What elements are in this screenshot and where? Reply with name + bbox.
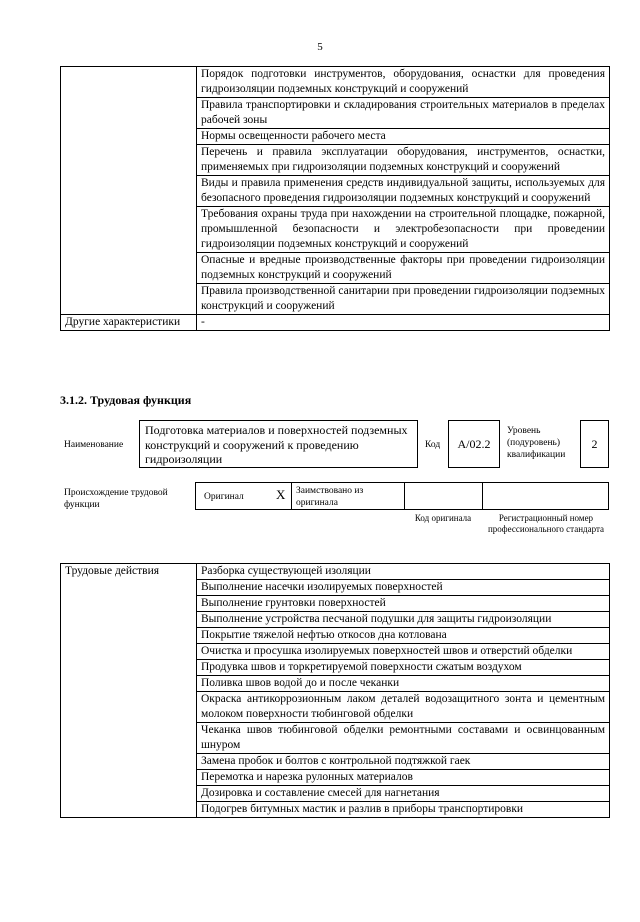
page-number: 5 bbox=[317, 41, 323, 53]
action-row: Чеканка швов тюбинговой обделки ремонтными составами и освинцованным шнуром bbox=[197, 723, 610, 754]
knowledge-row: Правила производственной санитарии при проведении гидроизоляции подземных конструкций и сооружений bbox=[197, 284, 610, 315]
actions-table bbox=[60, 563, 610, 818]
action-row: Подогрев битумных мастик и разлив в приборы транспортировки bbox=[197, 802, 610, 818]
action-row: Замена пробок и болтов с контрольной подтяжкой гаек bbox=[197, 754, 610, 770]
origin-frame bbox=[195, 482, 609, 510]
name-label: Наименование bbox=[64, 440, 124, 450]
other-characteristics-label: Другие характеристики bbox=[61, 315, 197, 331]
action-row: Очистка и просушка изолируемых поверхностей швов и отверстий обделки bbox=[197, 644, 610, 660]
divider bbox=[404, 483, 405, 509]
function-name-box: Подготовка материалов и поверхностей подземных конструкций и сооружений к проведению гидроизоляции bbox=[139, 420, 418, 468]
level-value-box: 2 bbox=[580, 420, 609, 468]
borrowed-label: Заимствовано из оригинала bbox=[296, 486, 364, 508]
knowledge-row: Опасные и вредные производственные факторы при проведении гидроизоляции подземных конструкций и сооружений bbox=[197, 253, 610, 284]
reg-number-caption: Регистрационный номер профессионального стандарта bbox=[487, 513, 605, 534]
code-label: Код bbox=[425, 440, 441, 450]
divider bbox=[291, 483, 292, 509]
code-original-caption: Код оригинала bbox=[414, 513, 472, 523]
original-label: Оригинал bbox=[204, 492, 244, 502]
action-row: Поливка швов водой до и после чеканки bbox=[197, 676, 610, 692]
other-characteristics-value: - bbox=[197, 315, 610, 331]
action-row: Разборка существующей изоляции bbox=[197, 564, 610, 580]
knowledge-row: Виды и правила применения средств индивидуальной защиты, используемых для безопасного проведения гидроизоляции подземных конструкций и сооружений bbox=[197, 176, 610, 207]
knowledge-row: Требования охраны труда при нахождении на строительной площадке, пожарной, промышленной безопасности и электробезопасности при проведении гидроизоляции подземных конструкций и сооружений bbox=[197, 207, 610, 253]
level-label: Уровень (подуровень) квалификации bbox=[507, 426, 566, 460]
original-mark: Х bbox=[276, 487, 286, 502]
action-row: Перемотка и нарезка рулонных материалов bbox=[197, 770, 610, 786]
action-row: Покрытие тяжелой нефтью откосов дна котлована bbox=[197, 628, 610, 644]
knowledge-row: Перечень и правила эксплуатации оборудования, инструментов, оснастки, применяемых при гидроизоляции подземных конструкций и сооружений bbox=[197, 145, 610, 176]
section-heading: 3.1.2. Трудовая функция bbox=[60, 393, 192, 407]
action-row: Выполнение насечки изолируемых поверхностей bbox=[197, 580, 610, 596]
knowledge-row: Порядок подготовки инструментов, оборудования, оснастки для проведения гидроизоляции подземных конструкций и сооружений bbox=[197, 67, 610, 98]
knowledge-label-cell bbox=[61, 67, 197, 315]
knowledge-row: Правила транспортировки и складирования строительных материалов в пределах рабочей зоны bbox=[197, 98, 610, 129]
action-row: Окраска антикоррозионным лаком деталей водозащитного зонта и цементным молоком поверхности тюбинговой обделки bbox=[197, 692, 610, 723]
action-row: Выполнение устройства песчаной подушки для защиты гидроизоляции bbox=[197, 612, 610, 628]
action-row: Дозировка и составление смесей для нагнетания bbox=[197, 786, 610, 802]
divider bbox=[482, 483, 483, 509]
action-row: Продувка швов и торкретируемой поверхности сжатым воздухом bbox=[197, 660, 610, 676]
actions-label: Трудовые действия bbox=[61, 564, 197, 818]
origin-label: Происхождение трудовой функции bbox=[64, 488, 168, 510]
knowledge-table bbox=[60, 66, 610, 331]
action-row: Выполнение грунтовки поверхностей bbox=[197, 596, 610, 612]
code-value-box: А/02.2 bbox=[448, 420, 500, 468]
knowledge-row: Нормы освещенности рабочего места bbox=[197, 129, 610, 145]
